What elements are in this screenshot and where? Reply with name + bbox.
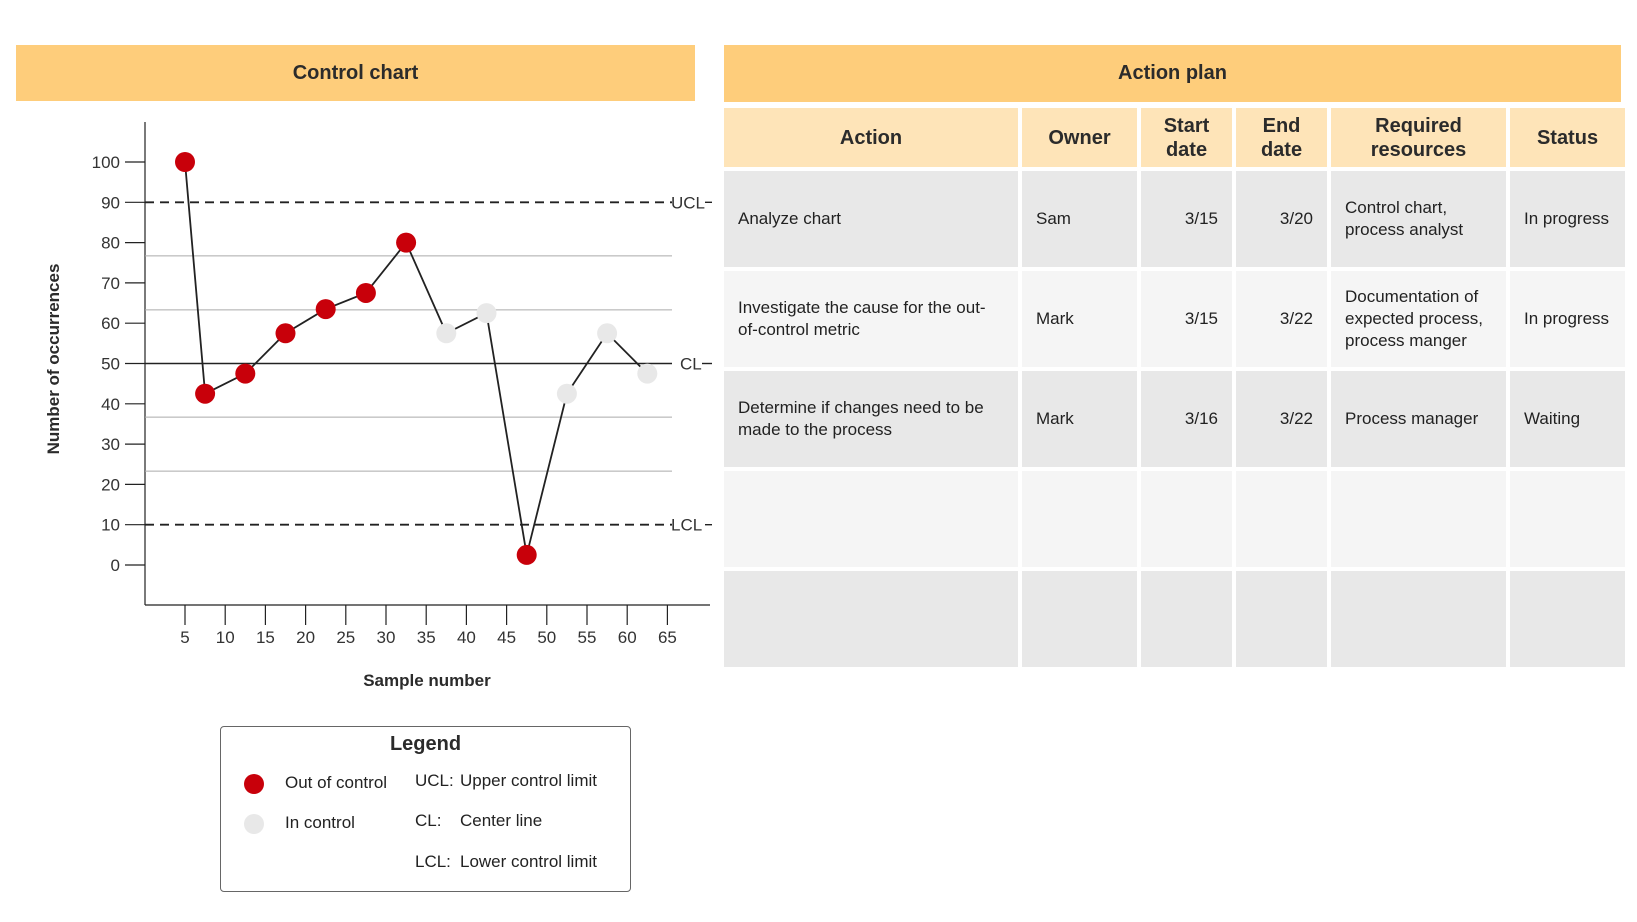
in-control-swatch	[244, 814, 264, 834]
cell-action	[724, 571, 1018, 667]
cell-start-date: 3/15	[1141, 171, 1232, 267]
y-tick-label: 10	[101, 515, 120, 535]
cell-status	[1510, 571, 1625, 667]
cell-status: Waiting	[1510, 371, 1625, 467]
y-tick-label: 30	[101, 435, 120, 455]
chart-panel-title: Control chart	[16, 45, 695, 101]
cell-resources	[1331, 571, 1506, 667]
table-row	[724, 271, 1625, 367]
column-header-owner: Owner	[1022, 108, 1137, 167]
cell-owner: Mark	[1022, 371, 1137, 467]
table-row	[724, 571, 1625, 667]
column-header-required-resources: Required resources	[1331, 108, 1506, 167]
legend-lcl-desc: Lower control limit	[460, 852, 597, 871]
in-control-point	[557, 384, 577, 404]
x-tick-label: 35	[416, 628, 436, 647]
control-line-label-lcl: LCL	[671, 515, 703, 535]
x-tick-label: 55	[577, 628, 597, 647]
legend-cl-abbr: CL:	[415, 811, 442, 830]
legend-ucl-abbr: UCL:	[415, 771, 454, 790]
chart-legend	[220, 726, 631, 892]
out-of-control-point	[517, 545, 537, 565]
x-tick-label: 50	[537, 628, 557, 647]
cell-start-date	[1141, 471, 1232, 567]
column-header-status: Status	[1510, 108, 1625, 167]
y-tick-label: 70	[101, 273, 120, 293]
cell-resources: Process manager	[1331, 371, 1506, 467]
y-tick-label: 80	[101, 233, 120, 253]
cell-resources: Documentation of expected process, process manger	[1331, 271, 1506, 367]
cell-owner	[1022, 571, 1137, 667]
y-tick-label: 60	[101, 314, 120, 334]
x-tick-label: 45	[497, 628, 517, 647]
in-control-point	[637, 364, 657, 384]
y-tick-label: 100	[91, 153, 120, 172]
y-tick-label: 0	[110, 556, 120, 575]
table-row	[724, 171, 1625, 267]
cell-status	[1510, 471, 1625, 567]
out-of-control-point	[175, 152, 195, 172]
cell-start-date: 3/16	[1141, 371, 1232, 467]
x-tick-label: 60	[617, 628, 637, 647]
y-tick-label: 40	[101, 394, 120, 414]
column-header-end-date: End date	[1236, 108, 1327, 167]
cell-action: Analyze chart	[724, 171, 1018, 267]
cell-status: In progress	[1510, 171, 1625, 267]
cell-owner: Sam	[1022, 171, 1137, 267]
legend-lcl-abbr: LCL:	[415, 852, 451, 871]
cell-resources	[1331, 471, 1506, 567]
x-axis-label: Sample number	[363, 671, 491, 690]
in-control-point	[477, 303, 497, 323]
x-tick-label: 30	[376, 628, 396, 647]
plan-panel-title: Action plan	[724, 45, 1621, 102]
cell-action: Investigate the cause for the out-of-control metric	[724, 271, 1018, 367]
action-plan-table	[720, 104, 1629, 671]
y-tick-label: 50	[101, 354, 120, 374]
out-of-control-point	[195, 384, 215, 404]
column-header-action: Action	[724, 108, 1018, 167]
cell-end-date: 3/22	[1236, 271, 1327, 367]
legend-cl-desc: Center line	[460, 811, 543, 830]
x-tick-label: 65	[657, 628, 677, 647]
out-of-control-point	[235, 364, 255, 384]
cell-start-date	[1141, 571, 1232, 667]
out-of-control-point	[276, 323, 296, 343]
in-control-point	[436, 323, 456, 343]
legend-title: Legend	[389, 733, 462, 755]
cell-action	[724, 471, 1018, 567]
y-tick-label: 90	[101, 193, 120, 213]
x-tick-label: 25	[336, 628, 356, 647]
out-of-control-point	[316, 299, 336, 319]
out-of-control-point	[356, 283, 376, 303]
out-of-control-point	[396, 233, 416, 253]
cell-end-date	[1236, 471, 1327, 567]
out-of-control-swatch	[244, 774, 264, 794]
cell-end-date: 3/22	[1236, 371, 1327, 467]
table-row	[724, 371, 1625, 467]
x-tick-label: 15	[255, 628, 275, 647]
control-chart	[0, 0, 720, 710]
control-line-label-cl: CL	[680, 354, 702, 374]
series-line	[185, 162, 647, 555]
legend-out-of-control-label: Out of control	[285, 773, 388, 792]
cell-end-date: 3/20	[1236, 171, 1327, 267]
x-tick-label: 40	[456, 628, 476, 647]
cell-start-date: 3/15	[1141, 271, 1232, 367]
cell-resources: Control chart, process analyst	[1331, 171, 1506, 267]
y-axis-label: Number of occurrences	[44, 263, 63, 455]
column-header-start-date: Start date	[1141, 108, 1232, 167]
cell-owner: Mark	[1022, 271, 1137, 367]
table-row	[724, 471, 1625, 567]
in-control-point	[597, 323, 617, 343]
cell-end-date	[1236, 571, 1327, 667]
table-header-row	[724, 108, 1625, 167]
cell-status: In progress	[1510, 271, 1625, 367]
legend-ucl-desc: Upper control limit	[460, 771, 597, 790]
cell-owner	[1022, 471, 1137, 567]
x-tick-label: 5	[180, 628, 190, 647]
y-tick-label: 20	[101, 475, 120, 495]
x-tick-label: 10	[215, 628, 235, 647]
control-line-label-ucl: UCL	[671, 193, 706, 213]
legend-in-control-label: In control	[285, 813, 355, 832]
x-tick-label: 20	[296, 628, 316, 647]
cell-action: Determine if changes need to be made to the process	[724, 371, 1018, 467]
